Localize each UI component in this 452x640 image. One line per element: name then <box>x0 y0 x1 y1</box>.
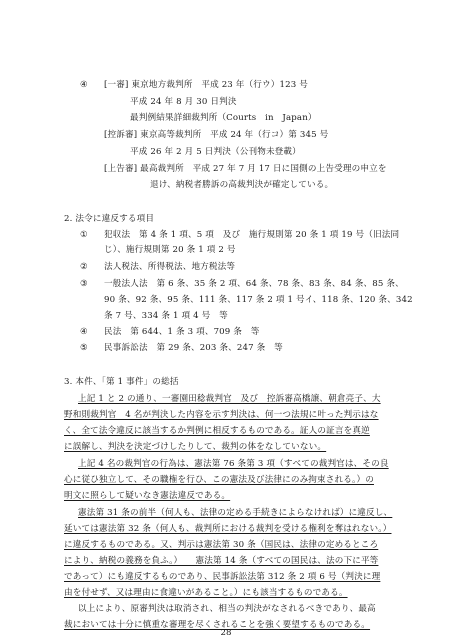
first-instance-line-1: [一審] 東京地方裁判所 平成 23 年（行ウ）123 号 <box>104 80 309 90</box>
summary-para3-line-3: に違反するものである。又、判示は憲法第 30 条（国民は、法律の定めるところ <box>64 540 379 550</box>
law-item-1-marker: ① <box>80 230 88 240</box>
summary-para1-line-1: 上記 1 と 2 の通り、一審園田稔裁判官 及び 控訴審高橋譲、朝倉亮子、大 <box>78 394 381 404</box>
summary-para3-line-4: により、納税の義務を負ふ。） 憲法第 14 条（すべての国民は、法の下に平等 <box>64 556 379 566</box>
law-item-1-line-1: 犯収法 第 4 条 1 項、5 項 及び 施行規則第 20 条 1 項 19 号（旧法同 <box>104 230 400 240</box>
final-appeal-line-1: [上告審] 最高裁判所 平成 27 年 7 月 17 日に国側の上告受理の申立を <box>104 164 387 174</box>
law-item-5-marker: ⑤ <box>80 343 88 353</box>
law-item-3-marker: ③ <box>80 279 88 289</box>
appeal-line-2: 平成 26 年 2 月 5 日判決（公刊物未登載） <box>130 147 301 157</box>
law-item-2-line-1: 法人税法、所得税法、地方税法等 <box>104 262 236 272</box>
section2-heading: 2. 法令に違反する項目 <box>64 214 155 224</box>
summary-para2-line-2: 心に従ひ独立して、その職権を行ひ、この憲法及び法律にのみ拘束される。）の <box>64 475 374 485</box>
summary-para1-line-3: く、全て法令違反に該当するか判例に相反するものである。証人の証言を真逆 <box>64 426 370 436</box>
appeal-line-1: [控訴審] 東京高等裁判所 平成 24 年（行コ）第 345 号 <box>104 130 329 140</box>
summary-para4-line-1: 以上により、原審判決は取消され、相当の判決がなされるべきであり、最高 <box>78 604 376 614</box>
law-item-3-line-3: 条 7 号、334 条 1 項 4 号 等 <box>104 311 228 321</box>
final-appeal-line-2: 退け、納税者勝訴の高裁判決が確定している。 <box>150 180 334 190</box>
first-instance-line-2: 平成 24 年 8 月 30 日判決 <box>130 97 237 107</box>
law-item-1-line-2: じ）、施行規則第 20 条 1 項 2 号 <box>104 245 236 255</box>
summary-para1-line-2: 野和則裁判官 4 名が判決した内容を示す判決は、何一つ法規に叶った判示はな <box>64 410 379 420</box>
section3-heading: 3. 本件、「第 1 事件」の総括 <box>64 377 179 387</box>
summary-para1-line-4: に誤解し、判決を決定づけしたりして、裁判の体をなしていない。 <box>64 442 327 452</box>
summary-para3-line-2: 延いては憲法第 32 条（何人も、裁判所における裁判を受ける権利を奪はれない。） <box>64 524 392 534</box>
summary-para2-line-1: 上記 4 名の裁判官の行為は、憲法第 76 条第 3 項（すべての裁判官は、その良 <box>78 459 389 469</box>
summary-para2-line-3: 明文に照らして疑いなき憲法違反である。 <box>64 491 231 501</box>
law-item-4-line-1: 民法 第 644、1 条 3 項、709 条 等 <box>104 327 260 337</box>
summary-para3-line-5: であって）にも違反するものであり、民事訴訟法第 312 条 2 項 6 号（判決に理 <box>64 572 381 582</box>
first-instance-line-3: 最判例結果詳細裁判所（Courts in Japan） <box>130 113 317 123</box>
law-item-3-line-1: 一般法人法 第 6 条、35 条 2 項、64 条、78 条、83 条、84 条、85 条、 <box>104 279 404 289</box>
page-number: 28 <box>220 628 232 638</box>
summary-para4-line-2: 裁においては十分に慎重な審理を尽くされることを強く要望するものである。 <box>64 620 371 630</box>
law-item-4-marker: ④ <box>80 327 88 337</box>
law-item-3-line-2: 90 条、92 条、95 条、111 条、117 条 2 項 1 号イ、118 条、120 条、342 <box>104 295 413 305</box>
summary-para3-line-1: 憲法第 31 条の前半（何人も、法律の定める手続きによらなければ）に違反し、 <box>78 508 393 518</box>
law-item-5-line-1: 民事訴訟法 第 29 条、203 条、247 条 等 <box>104 343 283 353</box>
summary-para3-line-6: 由を付せず、又は理由に食違いがあること。）にも該当するものである。 <box>64 588 348 598</box>
case-history-marker: ④ <box>80 80 88 90</box>
law-item-2-marker: ② <box>80 262 88 272</box>
